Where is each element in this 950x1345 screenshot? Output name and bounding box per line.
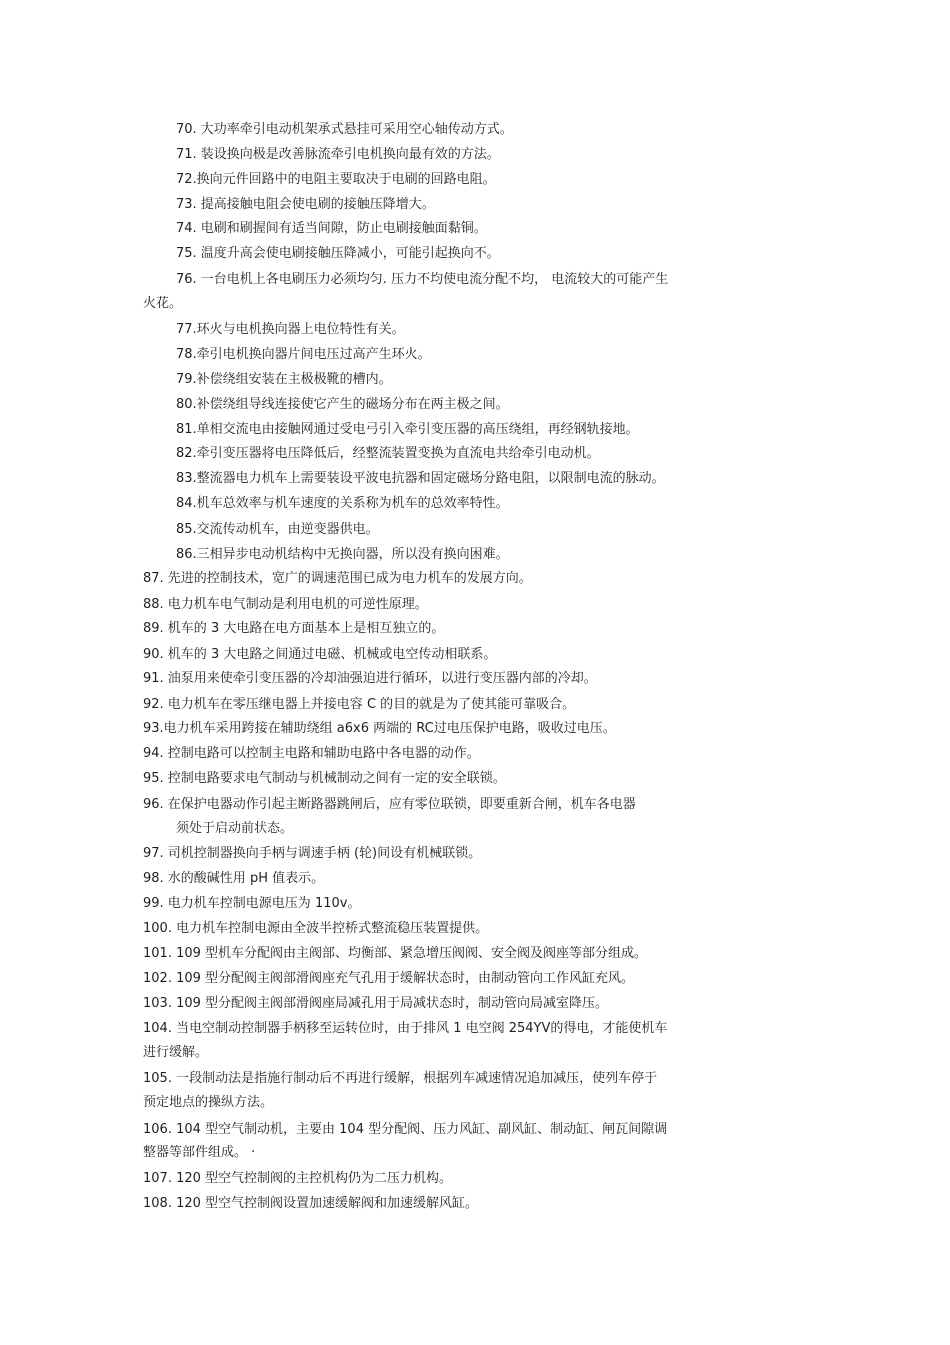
item-108: 108. 120 型空气控制阀设置加速缓解阀和加速缓解风缸。	[143, 1196, 479, 1211]
item-102: 102. 109 型分配阀主阀部滑阀座充气孔用于缓解状态时，由制动管向工作风缸充风。	[143, 971, 635, 986]
item-79: 79.补偿绕组安装在主极极靴的槽内。	[176, 372, 392, 387]
item-88: 88. 电力机车电气制动是利用电机的可逆性原理。	[143, 597, 428, 612]
item-100: 100. 电力机车控制电源由全波半控桥式整流稳压装置提供。	[143, 921, 489, 936]
item-85: 85.交流传动机车，由逆变器供电。	[176, 522, 379, 537]
item-95: 95. 控制电路要求电气制动与机械制动之间有一定的安全联锁。	[143, 771, 506, 786]
item-78: 78.牵引电机换向器片间电压过高产生环火。	[176, 347, 431, 362]
item-96-continued: 须处于启动前状态。	[176, 821, 294, 836]
item-80: 80.补偿绕组导线连接使它产生的磁场分布在两主极之间。	[176, 397, 509, 412]
item-94: 94. 控制电路可以控制主电路和辅助电路中各电器的动作。	[143, 746, 480, 761]
item-86: 86.三相异步电动机结构中无换向器，所以没有换向困难。	[176, 547, 509, 562]
item-96: 96. 在保护电器动作引起主断路器跳闸后，应有零位联锁，即要重新合闸，机车各电器	[143, 797, 636, 812]
item-103: 103. 109 型分配阀主阀部滑阀座局减孔用于局减状态时，制动管向局减室降压。	[143, 996, 609, 1011]
item-106: 106. 104 型空气制动机，主要由 104 型分配阀、压力风缸、副风缸、制动缸、闸瓦间隙调	[143, 1122, 668, 1137]
item-106-continued: 整器等部件组成。 ·	[143, 1145, 256, 1160]
item-84: 84.机车总效率与机车速度的关系称为机车的总效率特性。	[176, 496, 509, 511]
item-98: 98. 水的酸碱性用 pH 值表示。	[143, 871, 325, 886]
item-90: 90. 机车的 3 大电路之间通过电磁、机械或电空传动相联系。	[143, 647, 497, 662]
item-91: 91. 油泵用来使牵引变压器的冷却油强迫进行循环，以进行变压器内部的冷却。	[143, 671, 597, 686]
item-92: 92. 电力机车在零压继电器上并接电容 C 的目的就是为了使其能可靠吸合。	[143, 697, 576, 712]
item-104-continued: 进行缓解。	[143, 1045, 209, 1060]
item-75: 75. 温度升高会使电刷接触压降减小，可能引起换向不。	[176, 246, 500, 261]
item-73: 73. 提高接触电阻会使电刷的接触压降增大。	[176, 197, 435, 212]
item-76: 76. 一台电机上各电刷压力必须均匀. 压力不均使电流分配不均， 电流较大的可能产生	[176, 272, 669, 287]
item-81: 81.单相交流电由接触网通过受电弓引入牵引变压器的高压绕组，再经钢轨接地。	[176, 422, 639, 437]
item-70: 70. 大功率牵引电动机架承式悬挂可采用空心轴传动方式。	[176, 122, 513, 137]
item-82: 82.牵引变压器将电压降低后，经整流装置变换为直流电共给牵引电动机。	[176, 446, 600, 461]
item-105-continued: 预定地点的操纵方法。	[143, 1095, 274, 1110]
item-89: 89. 机车的 3 大电路在电方面基本上是相互独立的。	[143, 621, 445, 636]
item-87: 87. 先进的控制技术，宽广的调速范围已成为电力机车的发展方向。	[143, 571, 532, 586]
item-77: 77.环火与电机换向器上电位特性有关。	[176, 322, 405, 337]
item-76-continued: 火花。	[143, 296, 183, 311]
item-74: 74. 电刷和刷握间有适当间隙，防止电刷接触面黏铜。	[176, 221, 487, 236]
item-104: 104. 当电空制动控制器手柄移至运转位时，由于排风 1 电空阀 254YV的得电，才能使机车	[143, 1021, 668, 1036]
item-93: 93.电力机车采用跨接在辅助绕组 a6x6 两端的 RC过电压保护电路，吸收过电压。	[143, 721, 616, 736]
item-72: 72.换向元件回路中的电阻主要取决于电刷的回路电阻。	[176, 172, 496, 187]
item-83: 83.整流器电力机车上需要装设平波电抗器和固定磁场分路电阻，以限制电流的脉动。	[176, 471, 665, 486]
item-99: 99. 电力机车控制电源电压为 110v。	[143, 896, 361, 911]
item-101: 101. 109 型机车分配阀由主阀部、均衡部、紧急增压阀阀、安全阀及阀座等部分组成。	[143, 946, 648, 961]
item-71: 71. 装设换向极是改善脉流牵引电机换向最有效的方法。	[176, 147, 500, 162]
item-97: 97. 司机控制器换向手柄与调速手柄 (轮)间设有机械联锁。	[143, 846, 482, 861]
item-107: 107. 120 型空气控制阀的主控机构仍为二压力机构。	[143, 1171, 453, 1186]
item-105: 105. 一段制动法是指施行制动后不再进行缓解，根据列车减速情况追加减压，使列车停于	[143, 1071, 658, 1086]
